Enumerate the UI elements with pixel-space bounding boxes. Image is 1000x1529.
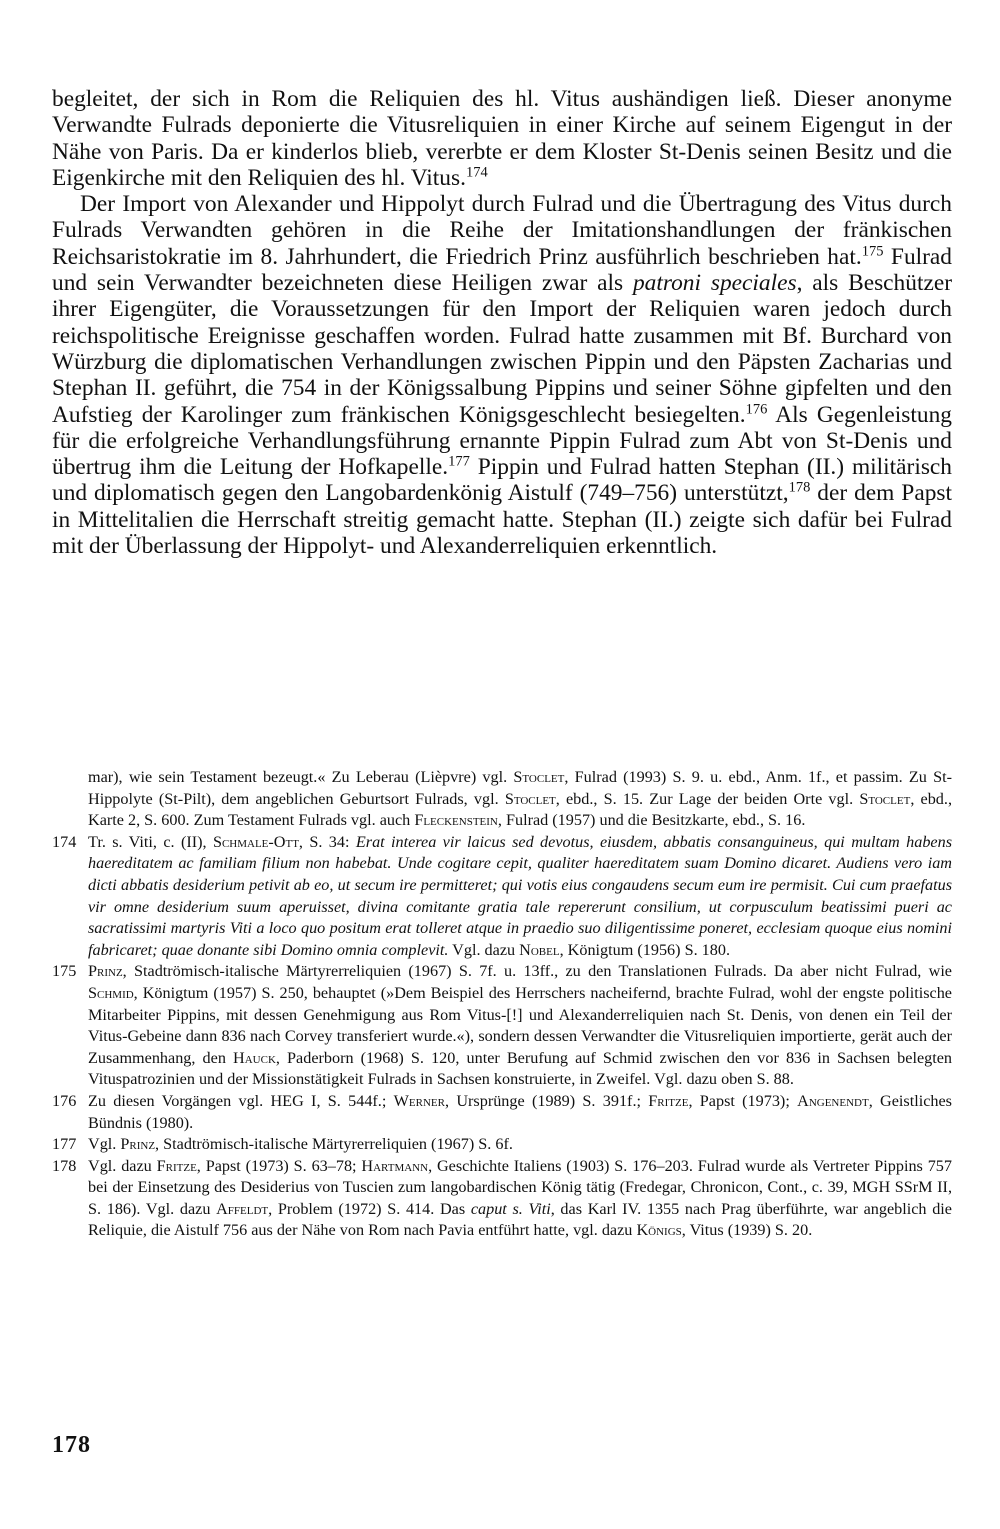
footnotes bbox=[52, 767, 952, 1242]
text-run: Pippin und Fulrad hatten Stephan (II.) militärisch und diplomatisch gegen den Langobardenkönig Aistulf (749–756) unterstützt, bbox=[52, 454, 952, 507]
text-run: , Fulrad (1993) S. 9. u. ebd., Anm. 1f., et passim. Zu St-Hippolyte (St-Pilt), dem angeblichen Geburtsort Fulrads, vgl. bbox=[88, 768, 953, 808]
footnote-body bbox=[88, 961, 952, 1091]
text-run: , Paderborn (1968) S. 120, unter Berufung auf Schmid zwischen den vor 836 in Sachsen belegten Vituspatrozinien und der Missionstätigkeit Fulrads in Sachsen konstruierte, in Zweifel. Vgl. dazu oben S. 88. bbox=[88, 1048, 953, 1089]
text-run: , ebd., Karte 2, S. 600. Zum Testament Fulrads vgl. auch bbox=[88, 789, 952, 830]
text-run: Vgl. dazu bbox=[448, 940, 520, 959]
text-run: , Problem (1972) S. 414. Das bbox=[268, 1199, 471, 1218]
main-text bbox=[52, 86, 952, 559]
footnote-number: 176 bbox=[52, 1091, 77, 1110]
author-name: Affeldt bbox=[216, 1199, 269, 1218]
author-name: Stoclet bbox=[513, 768, 565, 786]
footnote-ref-174[interactable]: 174 bbox=[465, 164, 488, 181]
footnote-number: 175 bbox=[52, 962, 77, 981]
text-run: , Papst (1973); bbox=[688, 1091, 798, 1110]
text-run: Vgl. dazu bbox=[88, 1156, 157, 1175]
author-name: Fritze bbox=[648, 1091, 689, 1110]
text-run: , Vitus (1939) S. 20. bbox=[681, 1221, 813, 1240]
author-name: Königs bbox=[636, 1221, 682, 1240]
footnote-continuation bbox=[52, 767, 952, 832]
text-run: begleitet, der sich in Rom die Reliquien des hl. Vitus aushändigen ließ. Dieser anonyme Verwandte Fulrads deponierte die Vitusreliquien in einer Kirche auf seinem Eigengut in der Nähe von Paris. Da er kinderlos blieb, vererbte er dem Kloster St-Denis seinen Besitz und die Eigenkirche mit den Reliquien des hl. Vitus. bbox=[52, 86, 952, 191]
footnote-ref-177[interactable]: 177 bbox=[448, 453, 470, 470]
footnote-body bbox=[88, 1091, 952, 1134]
text-run: Zu diesen Vorgängen vgl. HEG I, S. 544f.; bbox=[88, 1091, 394, 1110]
author-name: Werner bbox=[393, 1091, 445, 1110]
author-name: Hauck bbox=[233, 1048, 276, 1067]
footnote-ref-178[interactable]: 178 bbox=[788, 479, 811, 496]
author-name: Schmid bbox=[88, 983, 134, 1002]
text-run: , Geistliches Bündnis (1980). bbox=[88, 1091, 952, 1132]
text-run: , Stadtrömisch-italische Märtyrerreliquien (1967) S. 7f. u. 13ff., zu den Translationen Fulrads. Da aber nicht Fulrad, wie bbox=[122, 962, 952, 981]
text-run: der dem Papst in Mittelitalien die Herrschaft streitig gemacht hatte. Stephan (II.) zeigte sich dafür bei Fulrad mit der Überlassung der Hippolyt- und Alexanderreliquien erkenntlich. bbox=[52, 480, 952, 560]
author-name: Fritze bbox=[156, 1156, 197, 1175]
text-run: mar), wie sein Testament bezeugt.« Zu Leberau (Lièpvre) vgl. bbox=[88, 768, 514, 786]
footnote-178 bbox=[52, 1156, 952, 1242]
author-name: Angenendt bbox=[797, 1091, 869, 1110]
text-run: , ebd., S. 15. Zur Lage der beiden Orte vgl. bbox=[555, 789, 860, 808]
text-run: , Königtum (1956) S. 180. bbox=[559, 940, 730, 959]
footnote-ref-176[interactable]: 176 bbox=[745, 400, 768, 417]
text-run: Als Gegenleistung für die erfolgreiche Verhandlungsführung ernannte Pippin Fulrad zum Abt von St-Denis und übertrug ihm die Leitung der Hofkapelle. bbox=[52, 401, 952, 481]
text-run: Fulrad und sein Verwandter bezeichneten diese Heiligen zwar als bbox=[52, 243, 952, 297]
text-run: , Stadtrömisch-italische Märtyrerreliquien (1967) S. 6f. bbox=[155, 1135, 513, 1154]
page-number: 178 bbox=[52, 1432, 91, 1458]
text-run: , Geschichte Italiens (1903) S. 176–203. Fulrad wurde als Vertreter Pippins 757 bei der Einsetzung des Desiderius von Tuscien zum langobardischen König tätig (Fredegar, Chronicon, Cont., c. 39, MGH SSrM II, S. 186). Vgl. dazu bbox=[88, 1156, 952, 1218]
text-run: Vgl. bbox=[88, 1135, 121, 1154]
latin-phrase: patroni speciales bbox=[632, 270, 797, 297]
footnote-ref-175[interactable]: 175 bbox=[861, 243, 884, 260]
paragraph-1 bbox=[52, 86, 952, 191]
author-name: Nobel bbox=[519, 940, 560, 959]
footnote-body bbox=[88, 832, 952, 962]
footnote-body bbox=[88, 1156, 952, 1242]
text-run: , als Beschützer ihrer Eigengüter, die Voraussetzungen für den Import der Reliquien waren jedoch durch reichspolitische Ereignisse geschaffen worden. Fulrad hatte zusammen mit Bf. Burchard von Würzburg die diplomatischen Verhandlungen zwischen Pippin und den Päpsten Zacharias und Stephan II. geführt, die 754 in der Königssalbung Pippins und seiner Söhne gipfelten und den Aufstieg der Karolinger zum fränkischen Königsgeschlecht besiegelten. bbox=[52, 270, 953, 428]
footnote-body bbox=[88, 1134, 952, 1156]
text-run: , Ursprünge (1989) S. 391f.; bbox=[445, 1091, 649, 1110]
latin-quotation: Erat interea vir laicus sed devotus, eiusdem, abbatis consanguineus, qui multam habens haereditatem ac familiam filium non habebat. Unde cogitare cepit, qualiter haereditatem suam Domino dicaret. Audiens vero iam dicti abbatis desiderium petivit ab eo, ut secum ire permitteret; qui votis eius congaudens secum eum ire permisit. Cui cum praefatus vir omne desiderium suum aperuisset, divina comitante gratia tale repererunt consilium, ut corpusculum beatissimi pueri ac sacratissimi martyris Viti a loco quo positum erat tolleret atque in praedio suo diligentissime poneret, ecclesiam quoque eius nomini fabricaret; quae donante sibi Domino omnia complevit. bbox=[88, 832, 952, 959]
latin-phrase: caput s. Viti bbox=[470, 1199, 551, 1218]
author-name: Fleckenstein bbox=[414, 811, 498, 830]
footnote-number: 174 bbox=[52, 832, 77, 851]
text-run: , Königtum (1957) S. 250, behauptet (»Dem Beispiel des Herrschers nacheifernd, brachte Fulrad, wohl der engste politische Mitarbeiter Pippins, mit dessen Genehmigung aus Rom Vitus-[!] und Alexanderreliquien nach St. Denis, von denen ein Teil der Vitus-Gebeine dann 836 nach Corvey transferiert wurde.«), sondern dessen Verwandter die Vitusreliquien importierte, gerät auch der Zusammenhang, den bbox=[88, 983, 952, 1067]
author-name: Stoclet bbox=[859, 789, 911, 808]
author-name: Hartmann bbox=[361, 1156, 429, 1175]
footnote-175 bbox=[52, 961, 952, 1091]
footnote-177 bbox=[52, 1134, 952, 1156]
footnote-174 bbox=[52, 832, 952, 962]
paragraph-2 bbox=[52, 191, 952, 559]
author-name: Prinz bbox=[120, 1135, 156, 1154]
author-name: Schmale-Ott bbox=[212, 832, 299, 851]
text-run: , Papst (1973) S. 63–78; bbox=[196, 1156, 362, 1175]
footnote-number: 178 bbox=[52, 1156, 77, 1175]
text-run: , Fulrad (1957) und die Besitzkarte, ebd., S. 16. bbox=[497, 811, 806, 830]
text-run: , das Karl IV. 1355 nach Prag überführte, war angeblich die Reliquie, die Aistulf 756 aus der Nähe von Rom nach Pavia entführt hatte, vgl. dazu bbox=[88, 1199, 952, 1240]
text-run: Tr. s. Viti, c. (II), bbox=[88, 832, 213, 851]
author-name: Prinz bbox=[88, 962, 123, 981]
footnote-number: 177 bbox=[52, 1135, 77, 1154]
footnote-176 bbox=[52, 1091, 952, 1134]
text-run: Der Import von Alexander und Hippolyt durch Fulrad und die Übertragung des Vitus durch Fulrads Verwandten gehören in die Reihe der Imitationshandlungen der fränkischen Reichsaristokratie im 8. Jahrhundert, die Friedrich Prinz ausführlich beschrieben hat. bbox=[52, 191, 952, 270]
author-name: Stoclet bbox=[504, 789, 556, 808]
text-run: , S. 34: bbox=[298, 832, 356, 851]
